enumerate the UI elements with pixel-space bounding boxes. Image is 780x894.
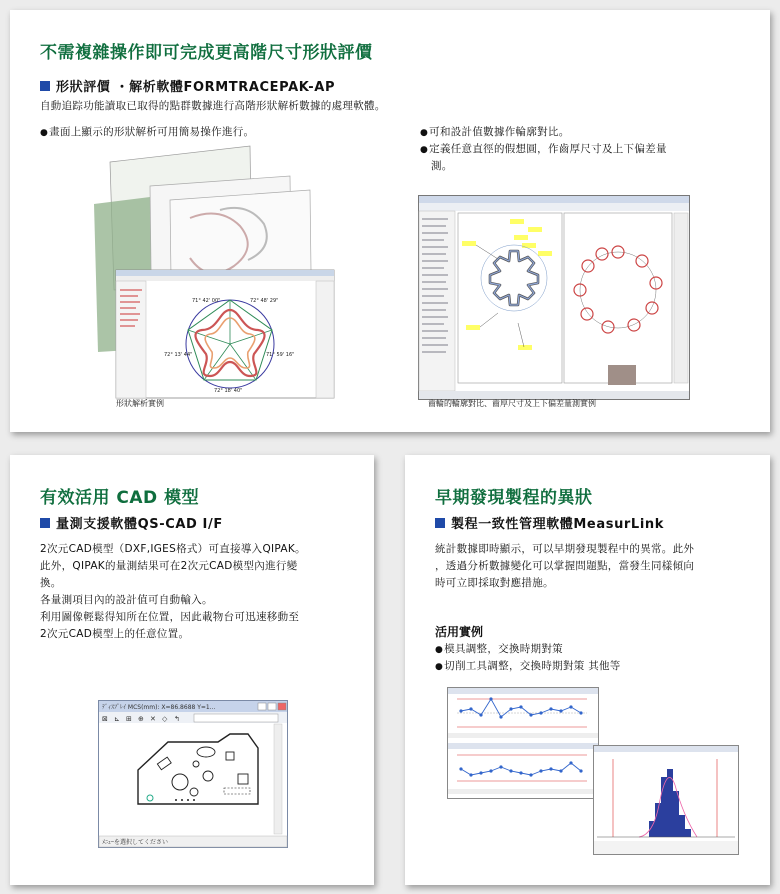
square-bullet-icon (40, 518, 50, 528)
histogram-screenshot (593, 745, 739, 855)
svg-text:⊾: ⊾ (114, 715, 120, 723)
angle-label: 71° 59' 16" (266, 352, 295, 358)
example-item: ● 切削工具調整，交換時期對策 其他等 (435, 658, 621, 676)
control-chart-screenshot (447, 687, 599, 799)
cad-window-title: ﾃﾞｨｽﾌﾟﾚｲ MCS(mm): X=86.8688 Y=1... (102, 704, 216, 711)
svg-text:◇: ◇ (162, 715, 168, 723)
bullet-item-continued: 測。 (431, 160, 453, 172)
qs-cad-panel (10, 455, 374, 885)
body-line: 統計數據即時顯示，可以早期發現製程中的異常。此外 (435, 543, 695, 555)
square-bullet-icon (40, 81, 50, 91)
panel-title: 有效活用 CAD 模型 (40, 488, 200, 508)
svg-text:⊕: ⊕ (138, 715, 144, 723)
body-line: 各量測項目內的設計值可自動輸入。 (40, 594, 213, 606)
section-heading (40, 513, 223, 532)
bullet-item: ● 畫面上顯示的形狀解析可用簡易操作進行。 (40, 124, 254, 142)
gear-contour-screenshot (418, 195, 690, 400)
section-heading-text: 形狀評價 ・解析軟體FORMTRACEPAK-AP (56, 80, 336, 95)
formtracepak-panel (10, 10, 770, 432)
cad-window-screenshot (98, 700, 288, 848)
figure-caption: 齒輪的輪廓對比、齒厚尺寸及上下偏差量測實例 (428, 399, 596, 408)
body-line: 2次元CAD模型（DXF,IGES格式）可直接導入QIPAK。 (40, 543, 306, 555)
svg-text:✕: ✕ (150, 715, 156, 723)
section-heading-text: 量測支援軟體QS-CAD I/F (56, 517, 223, 532)
angle-label: 71° 42' 00" (192, 298, 221, 304)
body-line: 此外，QIPAK的量測結果可在2次元CAD模型內進行變 (40, 560, 298, 572)
bullet-item: ● 定義任意直徑的假想圓，作齒厚尺寸及上下偏差量 (420, 141, 667, 159)
section-heading (435, 513, 664, 532)
page-title: 不需複雜操作即可完成更高階尺寸形狀評價 (40, 43, 373, 63)
body-line: 利用圖像輕鬆得知所在位置，因此載物台可迅速移動至 (40, 611, 300, 623)
body-line: 2次元CAD模型上的任意位置。 (40, 628, 190, 640)
angle-label: 72° 48' 29" (250, 298, 279, 304)
svg-text:⊠: ⊠ (102, 715, 108, 723)
square-bullet-icon (435, 518, 445, 528)
panel-title: 早期發現製程的異狀 (435, 488, 593, 508)
examples-title: 活用實例 (435, 625, 484, 639)
body-line: ，透過分析數據變化可以掌握問題點，當發生同樣傾向 (435, 560, 695, 572)
section-heading (40, 76, 335, 95)
angle-label: 72° 13' 44" (164, 352, 193, 358)
svg-text:⊞: ⊞ (126, 715, 132, 723)
form-analysis-screenshot (80, 140, 340, 410)
bullet-item: ● 可和設計值數據作輪廓對比。 (420, 124, 570, 142)
example-item: ● 模具調整，交換時期對策 (435, 641, 563, 659)
section-heading-text: 製程一致性管理軟體MeasurLink (451, 517, 664, 532)
body-line: 時可立即採取對應措施。 (435, 577, 554, 589)
angle-label: 72° 18' 40" (214, 388, 243, 394)
cad-status-text: ﾒﾆｭｰを選択してください (102, 839, 169, 846)
measurlink-panel (405, 455, 770, 885)
section-description: 自動追踪功能讀取已取得的點群數據進行高階形狀解析數據的處理軟體。 (40, 100, 386, 112)
figure-caption: 形狀解析實例 (116, 399, 164, 408)
svg-text:↰: ↰ (174, 715, 180, 723)
body-line: 換。 (40, 577, 62, 589)
